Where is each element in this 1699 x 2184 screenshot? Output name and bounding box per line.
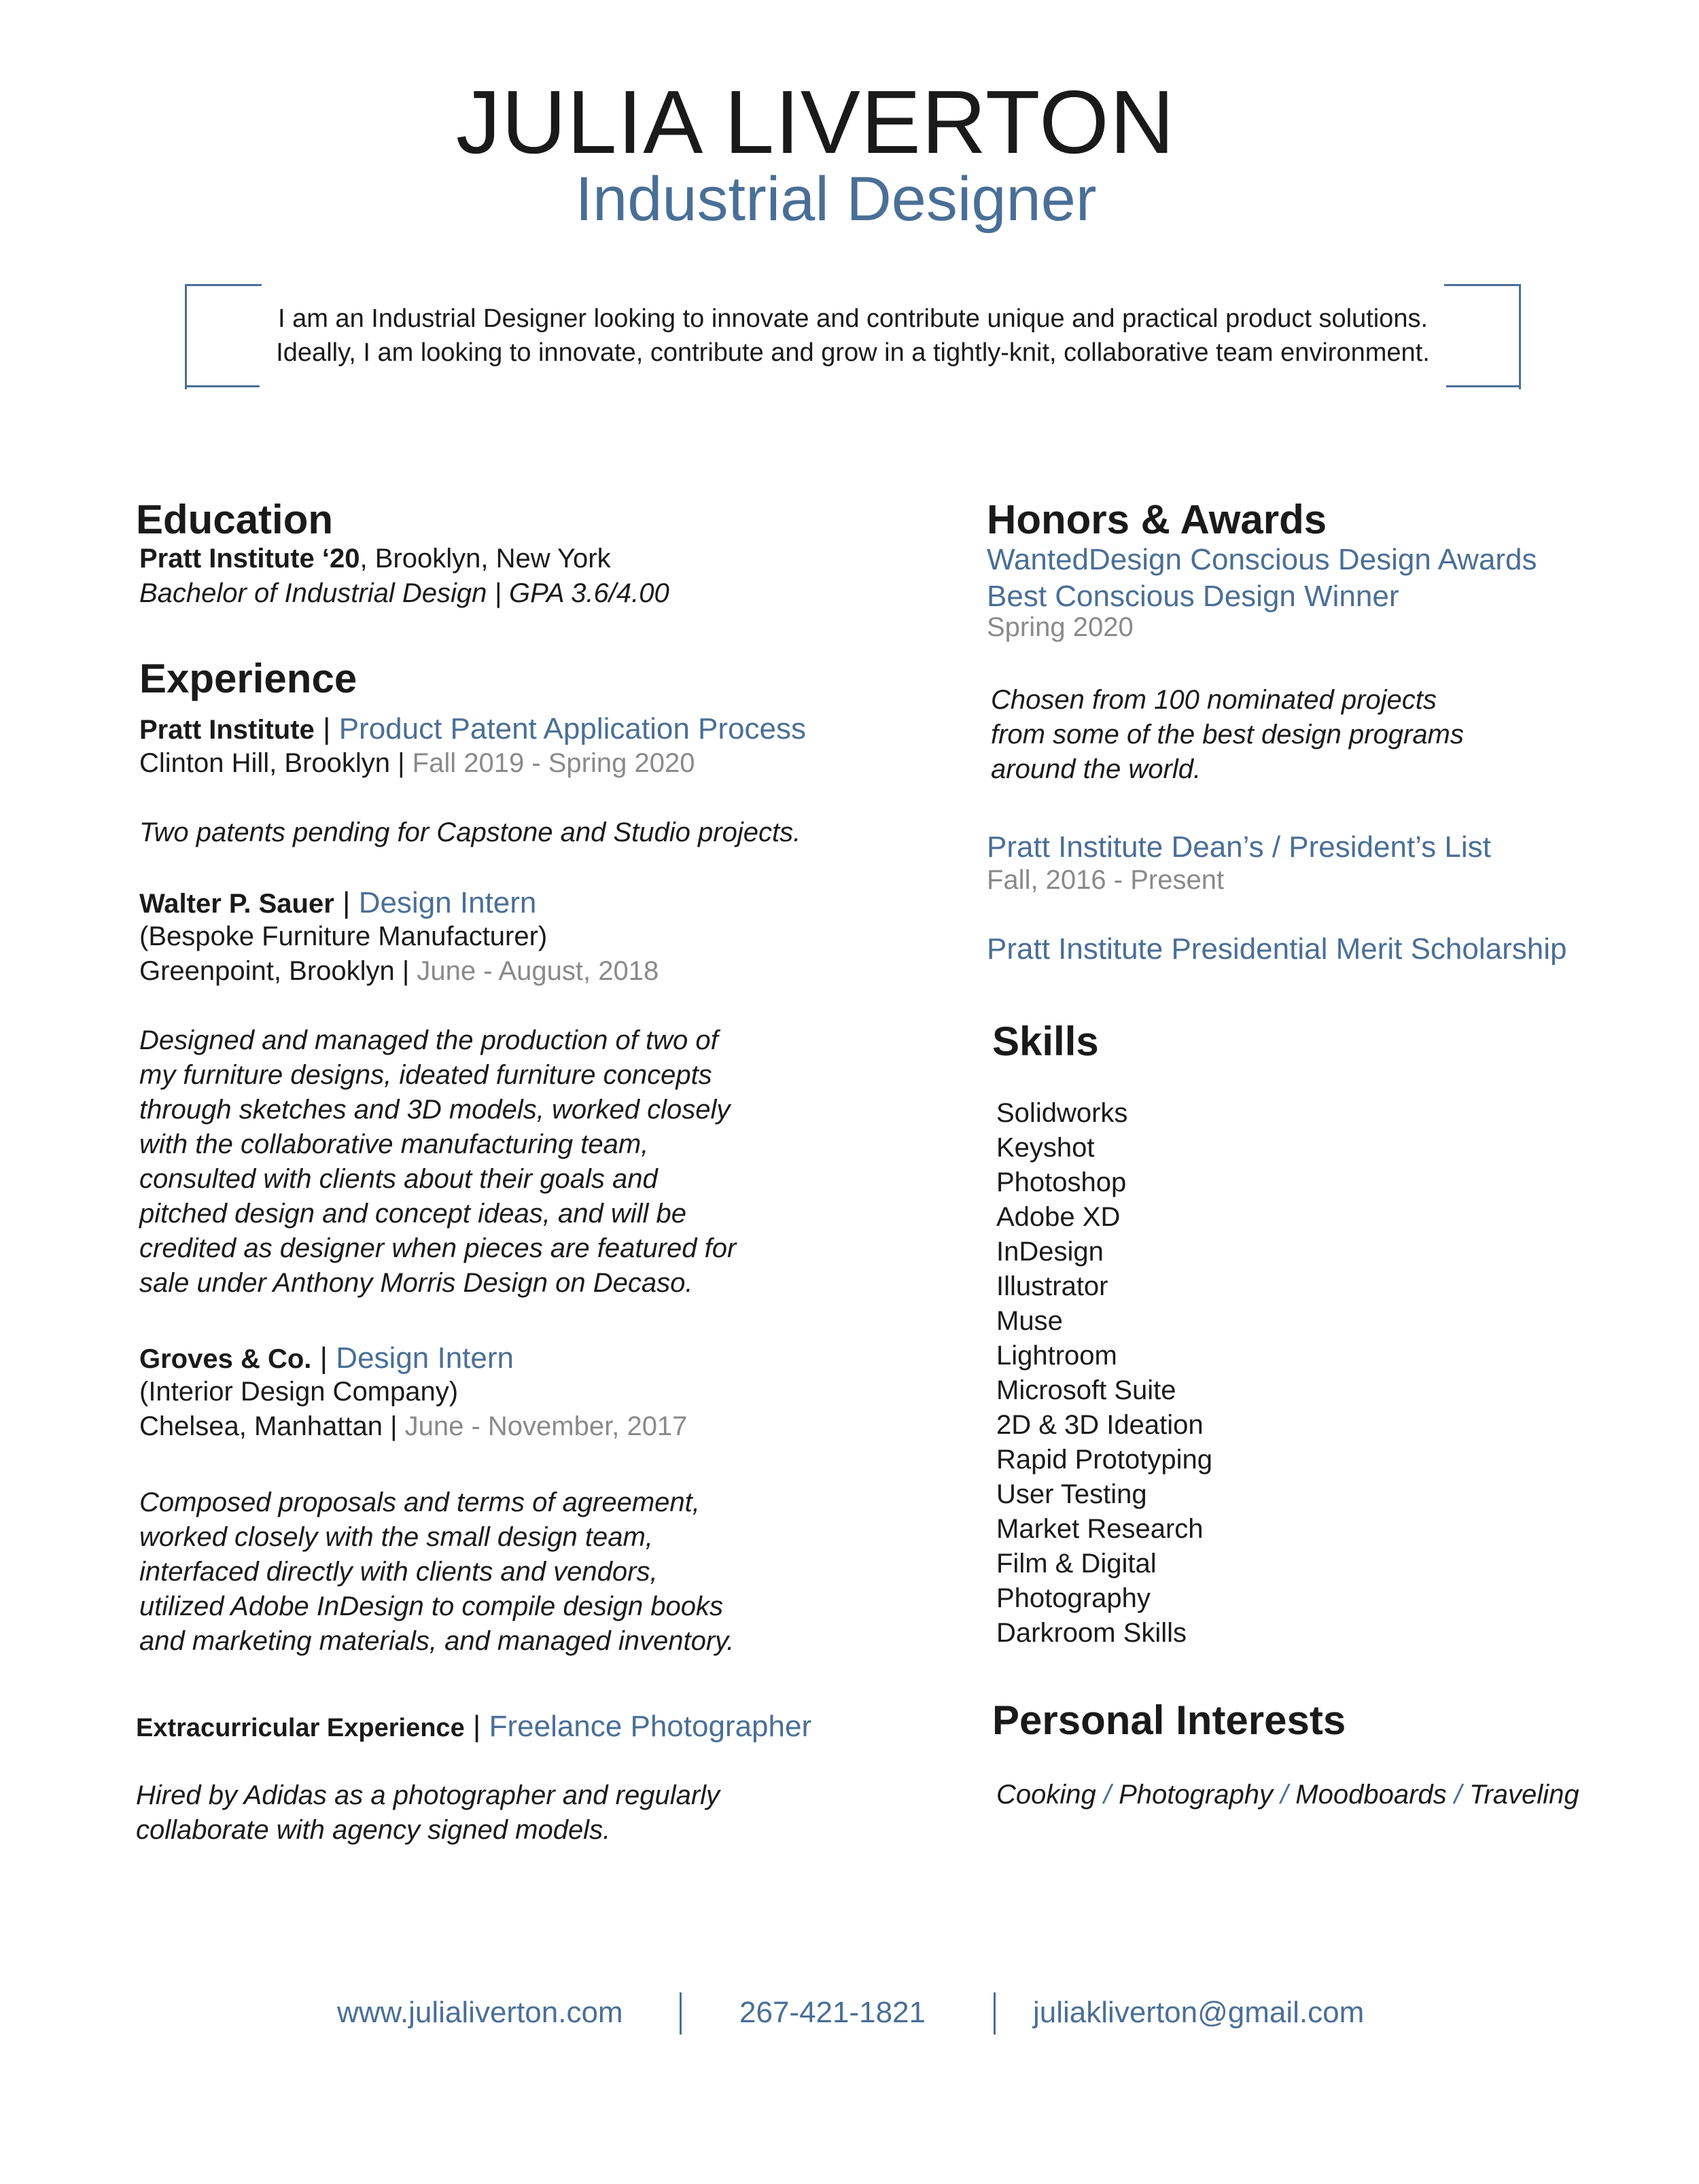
job-groves-location: Chelsea, Manhattan | June - November, 2017 <box>139 1411 688 1441</box>
award-deans-list: Pratt Institute Dean’s / President’s List <box>987 830 1491 864</box>
job-sauer-header: Walter P. Sauer | Design Intern <box>139 886 537 919</box>
job-role: Product Patent Application Process <box>338 712 806 745</box>
skill-item: Solidworks <box>996 1098 1128 1128</box>
name-heading: JULIA LIVERTON <box>455 72 1176 172</box>
skill-item: Market Research <box>996 1514 1204 1544</box>
summary-line-2: Ideally, I am looking to innovate, contribute and grow in a tightly-knit, collaborative team environment. <box>276 338 1430 367</box>
skill-item: 2D & 3D Ideation <box>996 1410 1204 1440</box>
skill-item: Darkroom Skills <box>996 1618 1187 1648</box>
education-heading: Education <box>136 497 334 542</box>
interests-list: Cooking / Photography / Moodboards / Traveling <box>996 1780 1579 1810</box>
job-role: Freelance Photographer <box>489 1710 812 1743</box>
bracket-right-bottom <box>1446 385 1521 387</box>
experience-heading: Experience <box>139 656 357 701</box>
interests-heading: Personal Interests <box>992 1697 1346 1743</box>
job-pratt-location: Clinton Hill, Brooklyn | Fall 2019 - Spring 2020 <box>139 748 695 778</box>
interest-item: Photography <box>1119 1780 1273 1810</box>
skill-item: Photoshop <box>996 1167 1127 1197</box>
job-org: Pratt Institute <box>139 715 315 745</box>
job-sauer-location: Greenpoint, Brooklyn | June - August, 2018 <box>139 956 659 986</box>
skill-item: Lightroom <box>996 1341 1117 1371</box>
job-org: Extracurricular Experience <box>136 1714 465 1742</box>
job-sauer-description: Designed and managed the production of two of my furniture designs, ideated furniture concepts through sketches and 3D models, worked closely with the collaborative manufacturing team, consulted with clients about their goals and pitched design and concept ideas, and will be credited as designer when pieces are featured for sale under Anthony Morris Design on Decaso. <box>139 1025 737 1298</box>
skill-item: InDesign <box>996 1237 1104 1267</box>
job-groves-header: Groves & Co. | Design Intern <box>139 1341 514 1375</box>
job-org: Walter P. Sauer <box>139 889 334 919</box>
job-dates: June - November, 2017 <box>404 1411 688 1441</box>
education-location: , Brooklyn, New York <box>360 544 611 574</box>
phone-number[interactable]: 267-421-1821 <box>739 1996 926 2029</box>
email-link[interactable]: juliakliverton@gmail.com <box>1033 1996 1365 2029</box>
skill-item: Illustrator <box>996 1271 1108 1301</box>
job-org: Groves & Co. <box>139 1344 312 1374</box>
skills-list <box>996 1096 1212 1651</box>
job-groves-description: Composed proposals and terms of agreement, worked closely with the small design team, interfaced directly with clients and vendors, utilized Adobe InDesign to compile design books and marketing materials, and managed inventory. <box>139 1487 735 1656</box>
job-pratt-header: Pratt Institute | Product Patent Application Process <box>139 712 806 745</box>
footer-divider <box>680 1992 682 2035</box>
education-degree: Bachelor of Industrial Design | GPA 3.6/4.00 <box>139 578 669 608</box>
job-groves-subtitle: (Interior Design Company) <box>139 1377 459 1407</box>
job-pratt-description: Two patents pending for Capstone and Studio projects. <box>139 817 801 847</box>
award-wanteddesign-date: Spring 2020 <box>987 612 1134 642</box>
interest-item: Traveling <box>1469 1780 1579 1810</box>
interest-item: Moodboards <box>1295 1780 1447 1810</box>
extracurricular-header: Extracurricular Experience | Freelance Photographer <box>136 1710 812 1743</box>
award-merit-scholarship: Pratt Institute Presidential Merit Scholarship <box>987 932 1567 966</box>
skill-item: Adobe XD <box>996 1202 1121 1232</box>
website-link[interactable]: www.julialiverton.com <box>337 1996 623 2029</box>
bracket-left-bottom <box>185 385 260 387</box>
skill-item: Photography <box>996 1583 1151 1613</box>
job-dates: June - August, 2018 <box>417 956 659 986</box>
summary-box <box>185 284 1521 387</box>
award-wanteddesign-description: Chosen from 100 nominated projects from some of the best design programs around the world. <box>991 685 1464 784</box>
job-title: Industrial Designer <box>575 164 1097 234</box>
interest-item: Cooking <box>996 1780 1096 1810</box>
job-role: Design Intern <box>358 886 537 919</box>
honors-heading: Honors & Awards <box>987 497 1327 542</box>
award-wanteddesign: WantedDesign Conscious Design Awards Best Conscious Design Winner <box>987 543 1537 613</box>
job-dates: Fall 2019 - Spring 2020 <box>412 748 695 778</box>
award-deans-list-date: Fall, 2016 - Present <box>987 865 1225 895</box>
footer-divider <box>994 1992 996 2035</box>
skill-item: Rapid Prototyping <box>996 1445 1212 1475</box>
job-sauer-subtitle: (Bespoke Furniture Manufacturer) <box>139 921 548 951</box>
job-role: Design Intern <box>336 1341 514 1375</box>
skill-item: Film & Digital <box>996 1549 1157 1579</box>
skill-item: User Testing <box>996 1479 1147 1509</box>
skills-heading: Skills <box>992 1019 1099 1064</box>
extracurricular-description: Hired by Adidas as a photographer and regularly collaborate with agency signed models. <box>136 1780 720 1845</box>
skill-item: Keyshot <box>996 1133 1095 1163</box>
education-school: Pratt Institute ‘20 <box>139 544 360 574</box>
education-school-line <box>139 542 611 576</box>
skill-item: Muse <box>996 1306 1063 1336</box>
skill-item: Microsoft Suite <box>996 1375 1176 1405</box>
summary-line-1: I am an Industrial Designer looking to innovate and contribute unique and practical product solutions. <box>277 304 1429 333</box>
